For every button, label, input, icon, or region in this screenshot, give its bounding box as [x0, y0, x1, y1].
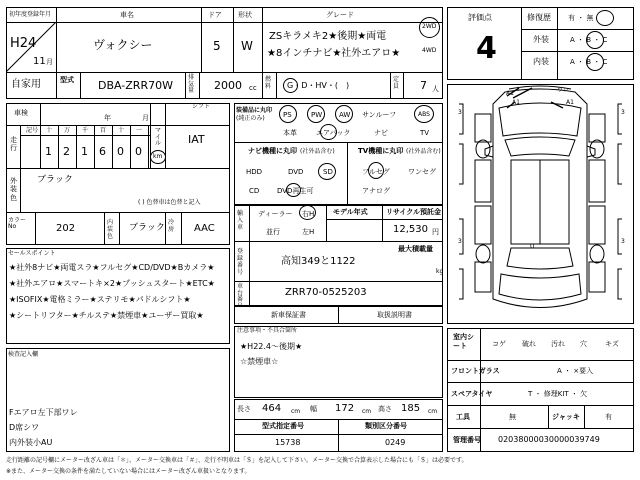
- car-name-label: 車名: [120, 11, 134, 19]
- equip-navi: ナビ: [374, 129, 388, 137]
- exterior-b-circle: [586, 31, 604, 49]
- tv-fullseg-circle: [368, 162, 384, 179]
- width-unit: cm: [362, 408, 372, 415]
- footer-line-1: 走行距離の記号欄にメーター改ざん車は「＊」、メーター交換車は「＃」、走行不明車は「＄」を記入して下さい。メーター交換で合算表示した場合にも「＄」は必要です。: [6, 457, 468, 464]
- type-label: 型式指定番号: [262, 422, 304, 430]
- shape-value: W: [241, 39, 253, 53]
- fuel-value: G・D・HV・( ): [287, 81, 350, 90]
- diagram-u-rear: U: [530, 243, 535, 250]
- diagram-a1-front: A1: [506, 90, 514, 97]
- tv-oneseg: ワンセグ: [408, 168, 436, 176]
- notes-line-2: ☆禁煙車☆: [240, 357, 279, 366]
- height-label: 高さ: [378, 405, 392, 413]
- equip-airbag: エアバック: [316, 129, 351, 137]
- mileage-digit-5: 0: [135, 145, 142, 158]
- car-damage-diagram: [447, 84, 634, 324]
- mileage-unit-3: 百: [100, 127, 107, 134]
- reg-year-label: 初年度登録年月: [9, 11, 52, 18]
- inspector-line-2: D席シワ: [9, 423, 40, 432]
- equip-sunroof: サンルーフ: [362, 111, 397, 119]
- import-left-hand: 左H: [302, 228, 315, 236]
- mileage-digit-2: 1: [81, 145, 88, 158]
- tool-value: 無: [509, 413, 516, 421]
- sales-point-line-3: ★ISOFIX★電格ミラー★ステリモ★パドルシフト★: [9, 295, 191, 304]
- mileage-mile-label: マイル: [155, 127, 162, 148]
- reg-year-value: H24: [10, 36, 37, 51]
- reg-value: 高知349と1122: [281, 256, 356, 267]
- inspection-label: 車検: [14, 109, 28, 117]
- reg-month-unit: 月: [46, 58, 53, 66]
- mileage-unit-4: 十: [118, 127, 125, 134]
- mgmt-label: 管理番号: [453, 436, 481, 444]
- shape-label: 形状: [238, 11, 252, 19]
- equip-tv: TV: [420, 129, 430, 137]
- seat-item-1: 破れ: [522, 340, 536, 348]
- mileage-divider: [94, 125, 95, 168]
- jack-label: ジャッキ: [552, 413, 580, 421]
- nav-dvd-play: DVD再生可: [277, 187, 314, 195]
- inspector-section: [6, 348, 230, 452]
- jack-value: 有: [605, 413, 612, 421]
- mileage-unit-0: 十: [46, 127, 53, 134]
- repair-label: 修復歴: [527, 13, 551, 22]
- equip-ps-circle: [279, 105, 297, 123]
- reg-label: 登録番号: [237, 248, 244, 276]
- chassis-value: ZRR70-0525203: [285, 287, 367, 298]
- color-label: 外装色: [10, 177, 17, 202]
- interior-label: 内装: [533, 57, 549, 66]
- drive-2wd: 2WD: [422, 23, 437, 30]
- seat-item-2: 汚れ: [551, 340, 565, 348]
- nav-dvd: DVD: [288, 168, 304, 176]
- right-hand-circle: [299, 205, 316, 220]
- seat-label: 室内シート: [453, 333, 474, 351]
- spare-label: スペアタイヤ: [451, 390, 493, 398]
- mileage-km: km: [153, 153, 163, 160]
- diagram-bracket-label-bl: 3: [458, 238, 462, 245]
- nav-note: (社外品含む): [300, 148, 335, 155]
- length-unit: cm: [291, 408, 301, 415]
- inspector-label: 検査記入欄: [8, 351, 39, 358]
- inspection-month-label: 月: [142, 114, 149, 122]
- displacement-label: 排気量: [188, 74, 195, 95]
- load-unit: kg: [436, 268, 444, 275]
- model-label: 型式: [60, 76, 74, 84]
- model-year-label: モデル年式: [333, 208, 368, 216]
- door-value: 5: [213, 39, 221, 53]
- mileage-unit-2: 千: [82, 127, 89, 134]
- manual-label: 取扱説明書: [377, 311, 412, 319]
- fuel-g-circle: [283, 78, 298, 93]
- capacity-value: 7: [420, 79, 427, 92]
- grade-label: グレード: [326, 11, 354, 19]
- mileage-digit-1: 2: [63, 145, 70, 158]
- mileage-digit-3: 6: [99, 145, 106, 158]
- equip-ps: PS: [283, 111, 292, 119]
- displacement-value: 2000: [214, 79, 242, 92]
- import-parallel: 並行: [266, 228, 280, 236]
- mgmt-value: 02038000030000039749: [498, 435, 600, 444]
- import-label: 輸入車: [237, 210, 244, 232]
- mileage-digit-0: 1: [45, 145, 52, 158]
- mileage-divider: [58, 125, 59, 168]
- mileage-divider: [148, 125, 149, 168]
- interior-options: A ・ B ・ C: [570, 58, 608, 66]
- nav-dvd-play-circle: [286, 183, 301, 197]
- class-value: 0249: [385, 438, 406, 447]
- import-right-hand: 右H: [302, 210, 315, 218]
- chassis-label: 車台番: [237, 283, 244, 304]
- equip-pw-circle: [307, 105, 325, 123]
- sales-point-line-2: ★社外エアロ★スマートキ×2★プッシュスタート★ETC★: [9, 279, 215, 288]
- grade-line1: ZSキラメキ2★後期★両電: [269, 31, 387, 42]
- seat-item-3: 穴: [580, 340, 587, 348]
- equipment-label: 装備品に丸印: [236, 107, 273, 114]
- mileage-label: 走行: [10, 136, 17, 153]
- type-value: 15738: [275, 438, 301, 447]
- sales-point-line-4: ★シートリフター★チルステ★禁煙車★ユーザー買取★: [9, 311, 204, 320]
- exterior-options: A ・ B ・ C: [570, 36, 608, 44]
- capacity-unit: 人: [432, 85, 439, 93]
- mileage-digit-4: 0: [117, 145, 124, 158]
- footer-line-2: ※また、メーター交換の条件を満たしていない場合にはメーター改ざん車扱いとなります。: [6, 468, 251, 475]
- equip-aw-circle: [335, 105, 353, 123]
- height-value: 185: [401, 403, 421, 414]
- nav-cd: CD: [249, 187, 260, 195]
- displacement-unit: cc: [249, 84, 257, 92]
- tv-analog: アナログ: [362, 187, 390, 195]
- color-no-value: 202: [56, 223, 76, 234]
- car-name-value: ヴォクシー: [93, 38, 153, 52]
- interior-b-circle: [586, 53, 604, 71]
- height-unit: cm: [428, 408, 438, 415]
- seat-item-4: キズ: [605, 340, 619, 348]
- door-label: ドア: [208, 11, 222, 19]
- equipment-sublabel: (純正のみ): [236, 115, 265, 122]
- equip-airbag-circle: [320, 124, 337, 140]
- mileage-unit-5: 一: [136, 127, 143, 134]
- recycle-unit: 円: [432, 228, 439, 236]
- length-label: 長さ: [237, 405, 251, 413]
- color-value: ブラック: [37, 175, 73, 185]
- nav-hdd: HDD: [246, 168, 263, 176]
- exterior-label: 外装: [533, 35, 549, 44]
- score-label: 評価点: [468, 13, 492, 22]
- interior-color-label: 内装色: [107, 219, 114, 241]
- nav-title: ナビ機種に丸印: [248, 147, 297, 155]
- model-value: DBA-ZRR70W: [98, 79, 173, 92]
- glass-label: フロントガラス: [451, 367, 500, 375]
- equip-abs: ABS: [418, 111, 430, 118]
- score-value: 4: [476, 31, 497, 66]
- reg-month-value: 11: [33, 56, 46, 67]
- diagram-a1-hood: A1: [512, 99, 520, 106]
- import-dealer: ディーラー: [258, 210, 293, 218]
- inspector-line-1: Fエアロ左下部ワレ: [9, 408, 78, 417]
- drive-4wd: 4WD: [422, 47, 437, 54]
- mileage-unit-1: 万: [64, 127, 71, 134]
- mileage-heading: 記号: [26, 127, 39, 134]
- class-label: 類別区分番号: [365, 422, 407, 430]
- mileage-divider: [76, 125, 77, 168]
- equip-pw: PW: [311, 111, 323, 119]
- color-no-label: カラーNo: [8, 217, 27, 230]
- sales-point-line-1: ★社外8ナビ★両電スラ★フルセグ★CD/DVD★Bカメラ★: [9, 263, 215, 272]
- equip-leather: 本革: [283, 129, 297, 137]
- capacity-label: 定員: [393, 76, 400, 91]
- tv-fullseg: フルセグ: [362, 168, 390, 176]
- fuel-label: 燃料: [265, 76, 272, 91]
- tv-note: (社外品含む): [406, 148, 441, 155]
- equip-aw: AW: [339, 111, 351, 119]
- tv-title: TV機種に丸印: [358, 147, 404, 155]
- recycle-label: リサイクル預託金: [386, 208, 442, 216]
- grade-line2: ★8インチナビ★社外エアロ★: [267, 48, 401, 59]
- color-note: ( ) 色替車は色替と記入: [138, 199, 201, 206]
- inspector-line-3: 内外装小AU: [9, 438, 53, 447]
- notes-line-1: ★H22.4～後期★: [240, 342, 303, 351]
- warranty-label: 新車保証書: [271, 311, 306, 319]
- mileage-divider: [112, 125, 113, 168]
- interior-color-value: ブラック: [129, 223, 165, 233]
- diagram-bracket-label-br: 3: [621, 238, 625, 245]
- nav-sd: SD: [323, 168, 333, 176]
- length-value: 464: [262, 403, 282, 414]
- shift-label: シフト: [192, 103, 211, 110]
- seat-item-0: コゲ: [492, 340, 506, 348]
- diagram-bracket-label-tl: 3: [458, 109, 462, 116]
- shift-value: IAT: [188, 133, 205, 146]
- mileage-divider: [130, 125, 131, 168]
- diagram-a1-hood-right: A1: [566, 99, 574, 106]
- sales-points-label: セールスポイント: [8, 250, 56, 257]
- repair-none-circle: [596, 10, 614, 26]
- glass-value: A ・ ×要入: [557, 367, 594, 375]
- width-value: 172: [335, 403, 355, 414]
- width-label: 幅: [310, 405, 317, 413]
- recycle-value: 12,530: [393, 224, 428, 235]
- usage-value: 自家用: [11, 79, 41, 90]
- equip-abs-circle: [414, 105, 434, 123]
- diagram-crack: ワレ: [557, 87, 570, 94]
- ac-label: 冷房: [168, 219, 175, 234]
- load-label: 最大積載量: [398, 245, 433, 253]
- diagram-bracket-label-tr: 3: [621, 109, 625, 116]
- repair-options: 有 ・ 無: [568, 14, 594, 22]
- notes-label: 注意事項・不具合箇所: [237, 327, 298, 334]
- spare-value: T ・ 修理KIT ・ 欠: [528, 390, 588, 398]
- ac-value: AAC: [194, 223, 215, 234]
- nav-sd-circle: [318, 163, 336, 180]
- inspection-year-label: 年: [104, 114, 111, 122]
- tool-label: 工具: [456, 413, 470, 421]
